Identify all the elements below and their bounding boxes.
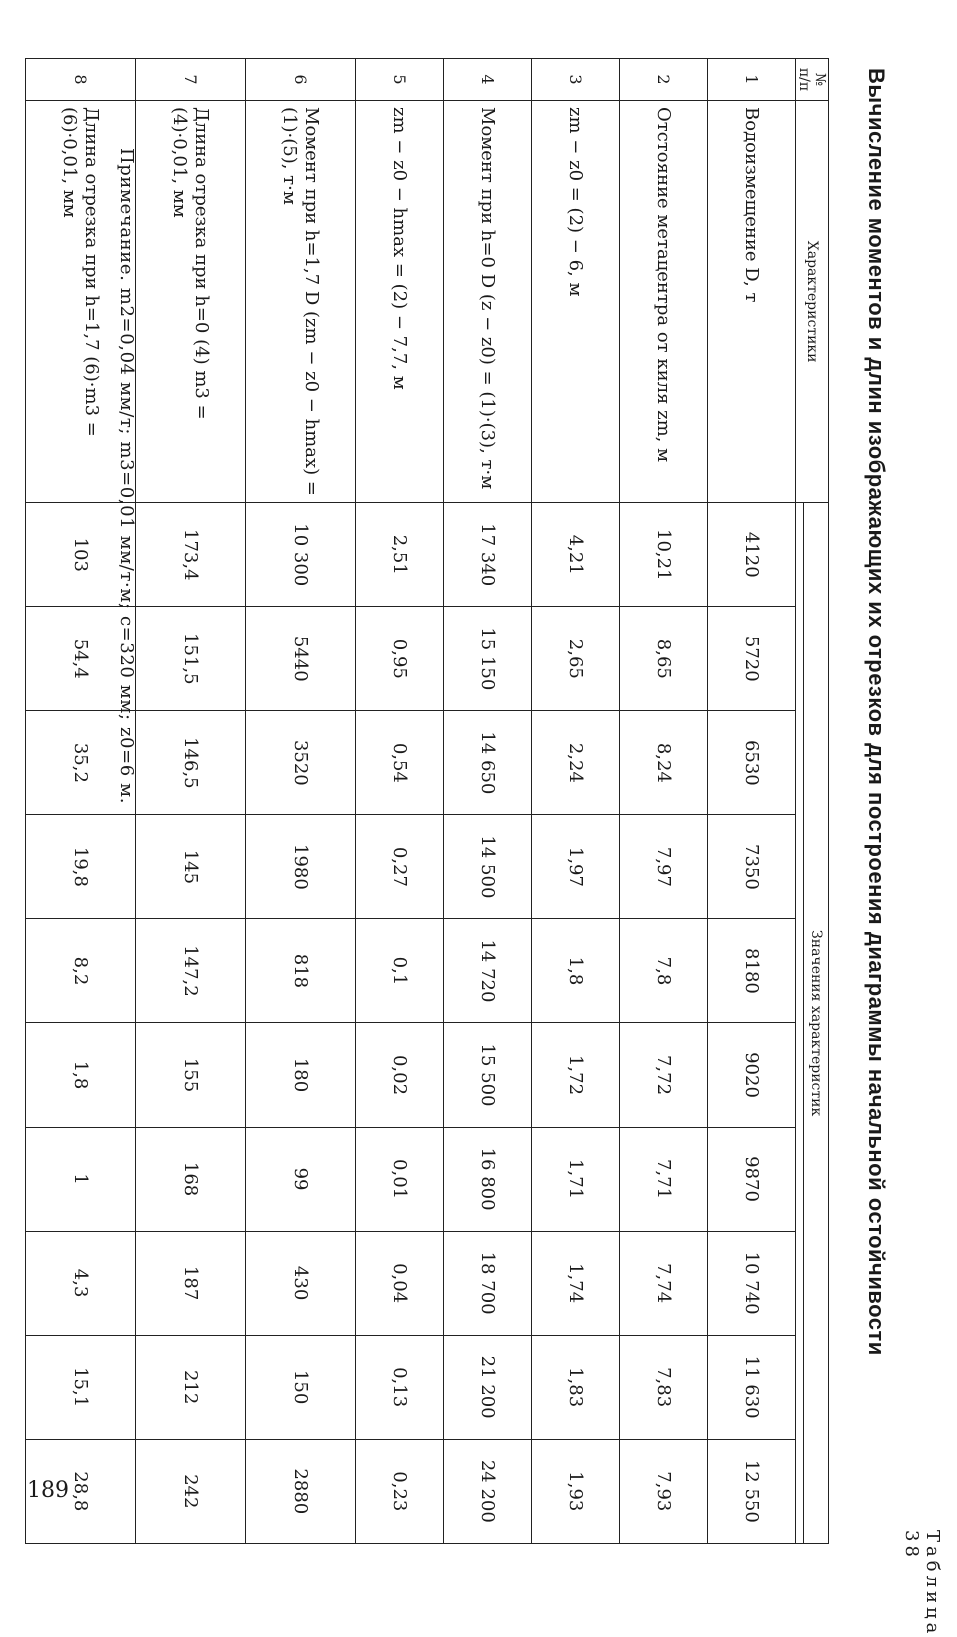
value-cell: 0,01 [356, 1127, 444, 1231]
value-cell: 14 500 [444, 815, 532, 919]
value-cell: 0,27 [356, 815, 444, 919]
value-cell: 6530 [708, 711, 796, 815]
value-cell: 2,65 [532, 607, 620, 711]
value-cell: 7,74 [620, 1231, 708, 1335]
row-characteristic: Момент при h=1,7 D (zm − z0 − hmax) = (1)·(5), т·м [246, 101, 356, 503]
row-characteristic: Момент при h=0 D (z − z0) = (1)·(3), т·м [444, 101, 532, 503]
header-values: Значения характеристик [804, 503, 829, 1544]
value-cell: 0,13 [356, 1335, 444, 1439]
row-characteristic: Длина отрезка при h=0 (4) m3 = (4)·0,01, мм [136, 101, 246, 503]
value-cell: 7,93 [620, 1439, 708, 1543]
page-number: 189 [27, 1478, 69, 1503]
value-cell: 147,2 [136, 919, 246, 1023]
value-cell: 14 650 [444, 711, 532, 815]
value-cell: 7,71 [620, 1127, 708, 1231]
data-table [25, 58, 829, 1544]
value-cell: 99 [246, 1127, 356, 1231]
value-cell: 5440 [246, 607, 356, 711]
value-cell: 15 150 [444, 607, 532, 711]
value-cell: 8,2 [26, 919, 136, 1023]
value-cell: 7350 [708, 815, 796, 919]
value-cell: 818 [246, 919, 356, 1023]
value-cell: 16 800 [444, 1127, 532, 1231]
value-cell: 155 [136, 1023, 246, 1127]
table-row [708, 59, 796, 1544]
table-row [356, 59, 444, 1544]
page-title: Вычисление моментов и длин изображающих их отрезков для построения диаграммы начальной остойчивости [864, 68, 889, 1356]
table-row [136, 59, 246, 1544]
value-cell: 19,8 [26, 815, 136, 919]
row-characteristic: Длина отрезка при h=1,7 (6)·m3 = (6)·0,01, мм [26, 101, 136, 503]
value-cell: 8180 [708, 919, 796, 1023]
table-note: Примечание. m2=0,04 мм/т; m3=0,01 мм/т·м; c=320 мм; z0=6 м. [116, 148, 137, 805]
table-row [246, 59, 356, 1544]
value-cell: 12 550 [708, 1439, 796, 1543]
value-cell: 180 [246, 1023, 356, 1127]
value-cell: 54,4 [26, 607, 136, 711]
value-cell: 242 [136, 1439, 246, 1543]
value-cell: 7,72 [620, 1023, 708, 1127]
value-cell: 0,23 [356, 1439, 444, 1543]
value-cell: 24 200 [444, 1439, 532, 1543]
row-number: 2 [620, 59, 708, 101]
value-cell: 1,8 [532, 919, 620, 1023]
value-cell: 150 [246, 1335, 356, 1439]
row-characteristic: zm − z0 − hmax = (2) − 7,7, м [356, 101, 444, 503]
value-cell: 15 500 [444, 1023, 532, 1127]
row-number: 6 [246, 59, 356, 101]
value-cell: 2,51 [356, 503, 444, 607]
value-cell: 212 [136, 1335, 246, 1439]
value-cell: 1,83 [532, 1335, 620, 1439]
value-cell: 7,83 [620, 1335, 708, 1439]
value-cell: 2880 [246, 1439, 356, 1543]
value-cell: 21 200 [444, 1335, 532, 1439]
row-number: 1 [708, 59, 796, 101]
value-cell: 0,1 [356, 919, 444, 1023]
value-cell: 5720 [708, 607, 796, 711]
value-cell: 8,24 [620, 711, 708, 815]
value-cell: 187 [136, 1231, 246, 1335]
value-cell: 17 340 [444, 503, 532, 607]
table-label: Таблица 38 [901, 1530, 943, 1637]
table-row [532, 59, 620, 1544]
value-cell: 1,72 [532, 1023, 620, 1127]
value-cell: 0,02 [356, 1023, 444, 1127]
value-cell: 168 [136, 1127, 246, 1231]
value-cell: 1,71 [532, 1127, 620, 1231]
value-cell: 0,04 [356, 1231, 444, 1335]
row-characteristic: Водоизмещение D, т [708, 101, 796, 503]
value-cell: 8,65 [620, 607, 708, 711]
value-cell: 2,24 [532, 711, 620, 815]
value-cell: 0,95 [356, 607, 444, 711]
value-cell: 35,2 [26, 711, 136, 815]
value-cell: 11 630 [708, 1335, 796, 1439]
value-cell: 4120 [708, 503, 796, 607]
value-cell: 1980 [246, 815, 356, 919]
value-cell: 1,97 [532, 815, 620, 919]
row-number: 4 [444, 59, 532, 101]
value-cell: 7,97 [620, 815, 708, 919]
value-cell: 18 700 [444, 1231, 532, 1335]
value-cell: 145 [136, 815, 246, 919]
row-number: 3 [532, 59, 620, 101]
value-cell: 1 [26, 1127, 136, 1231]
value-cell: 103 [26, 503, 136, 607]
value-cell: 146,5 [136, 711, 246, 815]
header-num: № п/п [796, 59, 829, 101]
value-cell: 15,1 [26, 1335, 136, 1439]
value-cell: 1,8 [26, 1023, 136, 1127]
value-cell: 9020 [708, 1023, 796, 1127]
value-cell: 9870 [708, 1127, 796, 1231]
value-cell: 10,21 [620, 503, 708, 607]
value-cell: 1,93 [532, 1439, 620, 1543]
row-number: 8 [26, 59, 136, 101]
value-cell: 1,74 [532, 1231, 620, 1335]
value-cell: 14 720 [444, 919, 532, 1023]
table-row [620, 59, 708, 1544]
value-cell: 4,3 [26, 1231, 136, 1335]
value-cell: 10 740 [708, 1231, 796, 1335]
value-cell: 173,4 [136, 503, 246, 607]
row-characteristic: Отстояние метацентра от киля zm, м [620, 101, 708, 503]
value-cell: 4,21 [532, 503, 620, 607]
row-number: 5 [356, 59, 444, 101]
value-cell: 430 [246, 1231, 356, 1335]
header-characteristic: Характеристики [796, 101, 829, 503]
value-cell: 28,8 [26, 1439, 136, 1543]
value-cell: 151,5 [136, 607, 246, 711]
value-cell: 0,54 [356, 711, 444, 815]
table-row [444, 59, 532, 1544]
value-cell: 7,8 [620, 919, 708, 1023]
row-number: 7 [136, 59, 246, 101]
value-cell: 3520 [246, 711, 356, 815]
value-cell: 10 300 [246, 503, 356, 607]
row-characteristic: zm − z0 = (2) − 6, м [532, 101, 620, 503]
